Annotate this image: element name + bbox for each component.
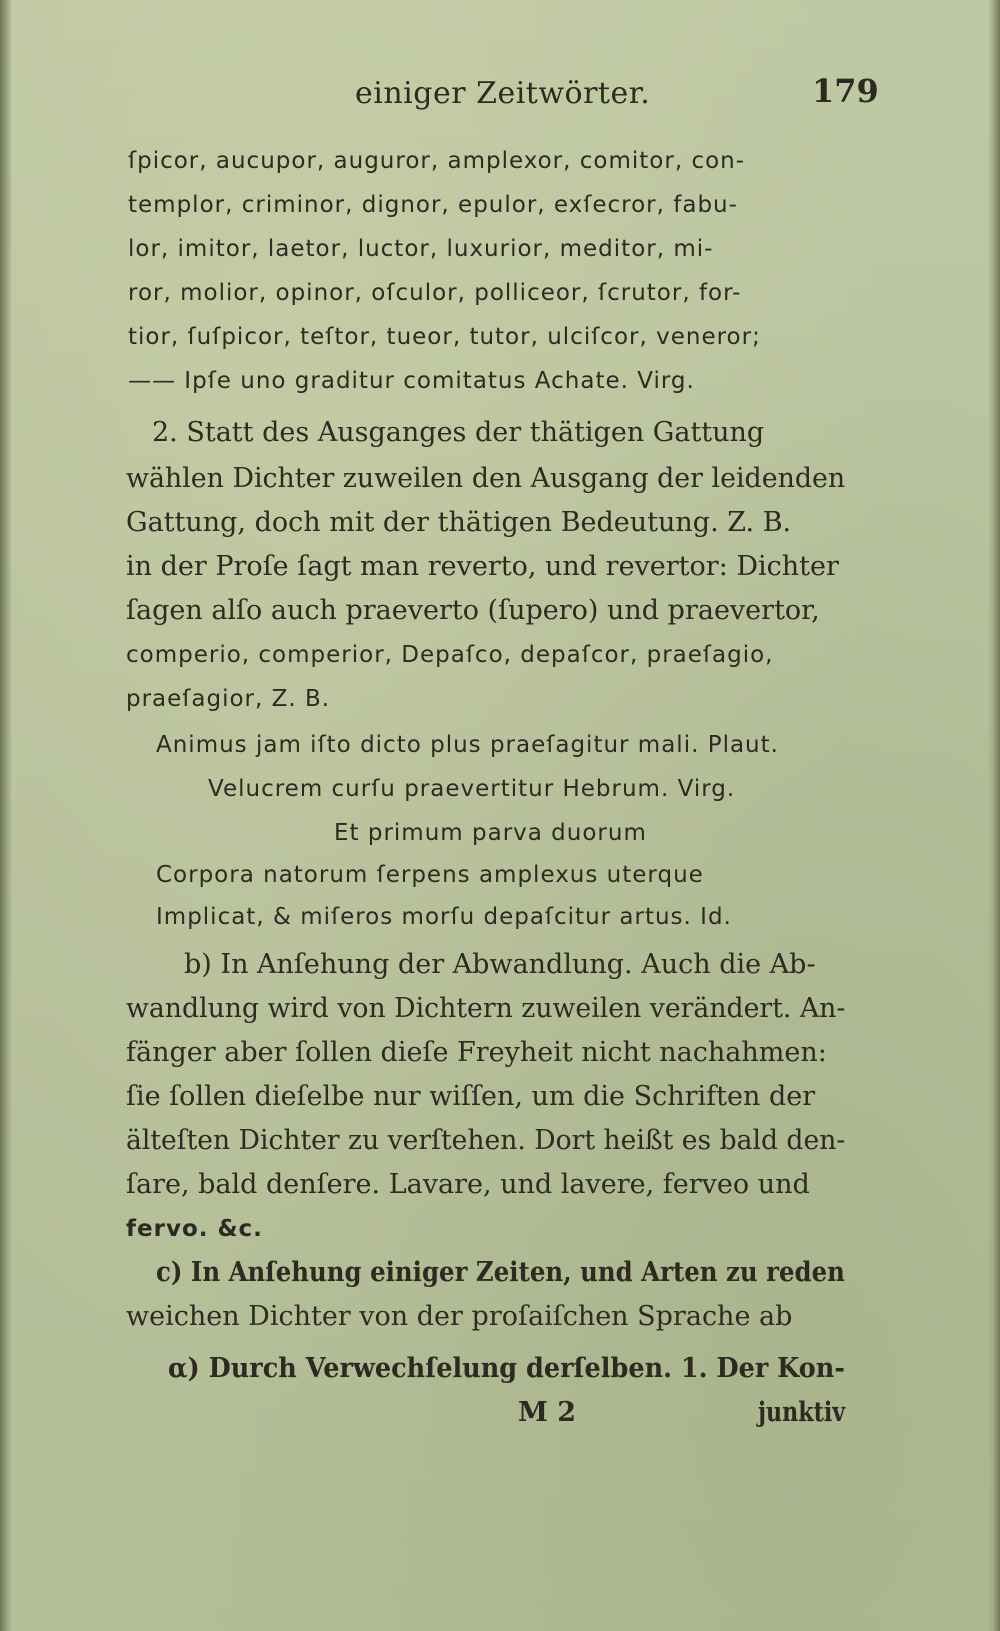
quote-line: Velucrem curſu praevertitur Hebrum. Virg. (208, 776, 736, 802)
text-line: lor, imitor, laetor, luctor, luxurior, meditor, mi- (128, 236, 714, 262)
text-line: c) In Anſehung einiger Zeiten, und Arten zu reden (156, 1257, 845, 1288)
quote-line: Implicat, & miſeros morſu depaſcitur artus. Id. (156, 904, 732, 930)
text-line: ſagen alſo auch praeverto (ſupero) und praevertor, (126, 595, 820, 626)
text-line: —— Ipſe uno graditur comitatus Achate. Virg. (128, 368, 695, 394)
page-header (0, 72, 1000, 122)
text-line: ror, molior, opinor, oſculor, polliceor, ſcrutor, for- (128, 280, 742, 306)
quote-line: Et primum parva duorum (334, 820, 647, 846)
quote-line: Animus jam iſto dicto plus praeſagitur mali. Plaut. (156, 732, 779, 758)
page-right-edge (988, 0, 1000, 1631)
text-line: templor, criminor, dignor, epulor, exſecror, fabu- (128, 192, 738, 218)
text-line: fänger aber ſollen dieſe Freyheit nicht nachahmen: (126, 1037, 827, 1068)
running-title: einiger Zeitwörter. (355, 76, 651, 111)
text-line: b) In Anſehung der Abwandlung. Auch die Ab- (184, 949, 816, 980)
text-line: praeſagior, Z. B. (126, 686, 331, 712)
page-left-edge (0, 0, 12, 1631)
quote-line: Corpora natorum ſerpens amplexus uterque (156, 862, 704, 888)
text-line: Gattung, doch mit der thätigen Bedeutung. Z. B. (126, 507, 792, 538)
text-line: in der Proſe ſagt man reverto, und revertor: Dichter (126, 551, 839, 582)
text-line: tior, ſuſpicor, teſtor, tueor, tutor, ulciſcor, veneror; (128, 324, 761, 350)
text-line: wählen Dichter zuweilen den Ausgang der leidenden (126, 463, 846, 494)
signature-mark: M 2 (518, 1397, 577, 1428)
text-line: ſie ſollen dieſelbe nur wiſſen, um die Schriften der (126, 1081, 816, 1112)
text-line: ſpicor, aucupor, auguror, amplexor, comitor, con- (128, 148, 746, 174)
text-line: wandlung wird von Dichtern zuweilen verändert. An- (126, 993, 846, 1024)
page-number: 179 (812, 72, 879, 110)
text-line: comperio, comperior, Depaſco, depaſcor, praeſagio, (126, 642, 774, 668)
text-line: α) Durch Verwechſelung derſelben. 1. Der Kon- (168, 1353, 845, 1384)
text-line: ſare, bald denſere. Lavare, und lavere, ferveo und (126, 1169, 810, 1200)
text-line: älteſten Dichter zu verſtehen. Dort heißt es bald den- (126, 1125, 846, 1156)
text-line: weichen Dichter von der proſaiſchen Sprache ab (126, 1301, 793, 1332)
catchword: junktiv (758, 1397, 846, 1428)
text-line: 2. Statt des Ausganges der thätigen Gattung (152, 417, 765, 448)
text-line: fervo. &c. (126, 1216, 263, 1242)
